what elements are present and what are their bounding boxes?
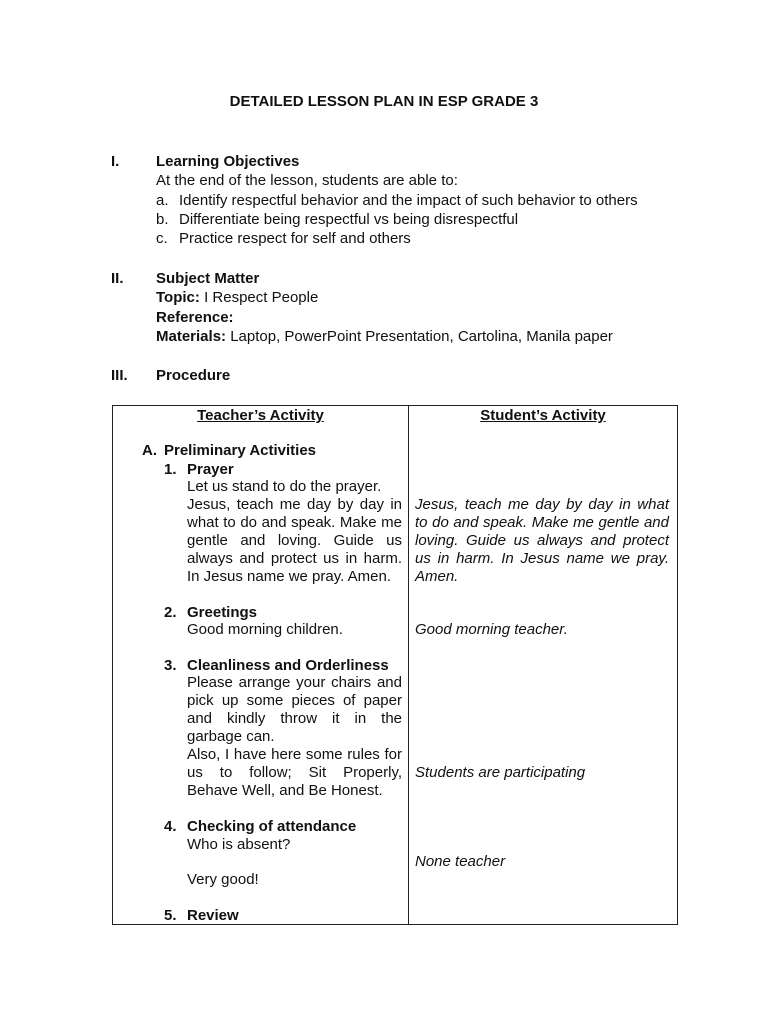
step-number: 5. <box>164 907 177 924</box>
teacher-text: Let us stand to do the prayer. <box>187 478 382 495</box>
materials-value: Laptop, PowerPoint Presentation, Cartolina, Manila paper <box>230 328 613 345</box>
step-heading-attendance: Checking of attendance <box>187 818 357 835</box>
step-heading-cleanliness: Cleanliness and Orderliness <box>187 657 389 674</box>
teacher-text: Very good! <box>187 871 259 888</box>
document-title: DETAILED LESSON PLAN IN ESP GRADE 3 <box>229 93 539 110</box>
student-response: None teacher <box>415 853 506 870</box>
step-number: 1. <box>164 461 177 478</box>
section-number-objectives: I. <box>111 153 120 170</box>
topic-value: I Respect People <box>204 289 319 306</box>
section-heading-objectives: Learning Objectives <box>156 153 300 170</box>
teacher-text: Good morning children. <box>187 621 343 638</box>
section-heading-subject: Subject Matter <box>156 270 260 287</box>
step-heading-greetings: Greetings <box>187 604 258 621</box>
reference-label: Reference: <box>156 309 234 326</box>
part-heading: Preliminary Activities <box>164 442 317 459</box>
part-marker: A. <box>142 442 157 459</box>
objectives-intro: At the end of the lesson, students are able to: <box>156 172 458 189</box>
student-response: Jesus, teach me day by day in what to do and speak. Make me gentle and loving. Guide us always and protect us in harm. In Jesus name we pray. Amen. <box>415 496 669 585</box>
step-heading-review: Review <box>187 907 239 924</box>
teacher-text: Who is absent? <box>187 836 291 853</box>
table-column-divider <box>408 405 409 925</box>
section-number-procedure: III. <box>111 367 128 384</box>
objective-text: Differentiate being respectful vs being disrespectful <box>179 211 519 228</box>
student-response: Students are participating <box>415 764 586 781</box>
materials-label: Materials: <box>156 328 227 345</box>
topic-line <box>156 288 318 308</box>
step-number: 3. <box>164 657 177 674</box>
step-number: 4. <box>164 818 177 835</box>
objective-text: Identify respectful behavior and the impact of such behavior to others <box>179 192 638 209</box>
objective-marker: b. <box>156 211 169 228</box>
topic-label: Topic: <box>156 289 200 306</box>
objective-marker: c. <box>156 230 168 247</box>
student-response: Good morning teacher. <box>415 621 568 638</box>
teacher-activity-header: Teacher’s Activity <box>197 407 324 424</box>
objective-text: Practice respect for self and others <box>179 230 411 247</box>
student-activity-header: Student’s Activity <box>480 407 606 424</box>
step-number: 2. <box>164 604 177 621</box>
teacher-text: Please arrange your chairs and pick up some pieces of paper and kindly throw it in the garbage can. <box>187 674 402 745</box>
step-heading-prayer: Prayer <box>187 461 234 478</box>
materials-line <box>156 327 613 347</box>
teacher-text: Also, I have here some rules for us to follow; Sit Properly, Behave Well, and Be Honest. <box>187 746 402 799</box>
teacher-text: Jesus, teach me day by day in what to do and speak. Make me gentle and loving. Guide us always and protect us in harm. In Jesus name we pray. Amen. <box>187 496 402 585</box>
section-heading-procedure: Procedure <box>156 367 231 384</box>
section-number-subject: II. <box>111 270 124 287</box>
objective-marker: a. <box>156 192 169 209</box>
